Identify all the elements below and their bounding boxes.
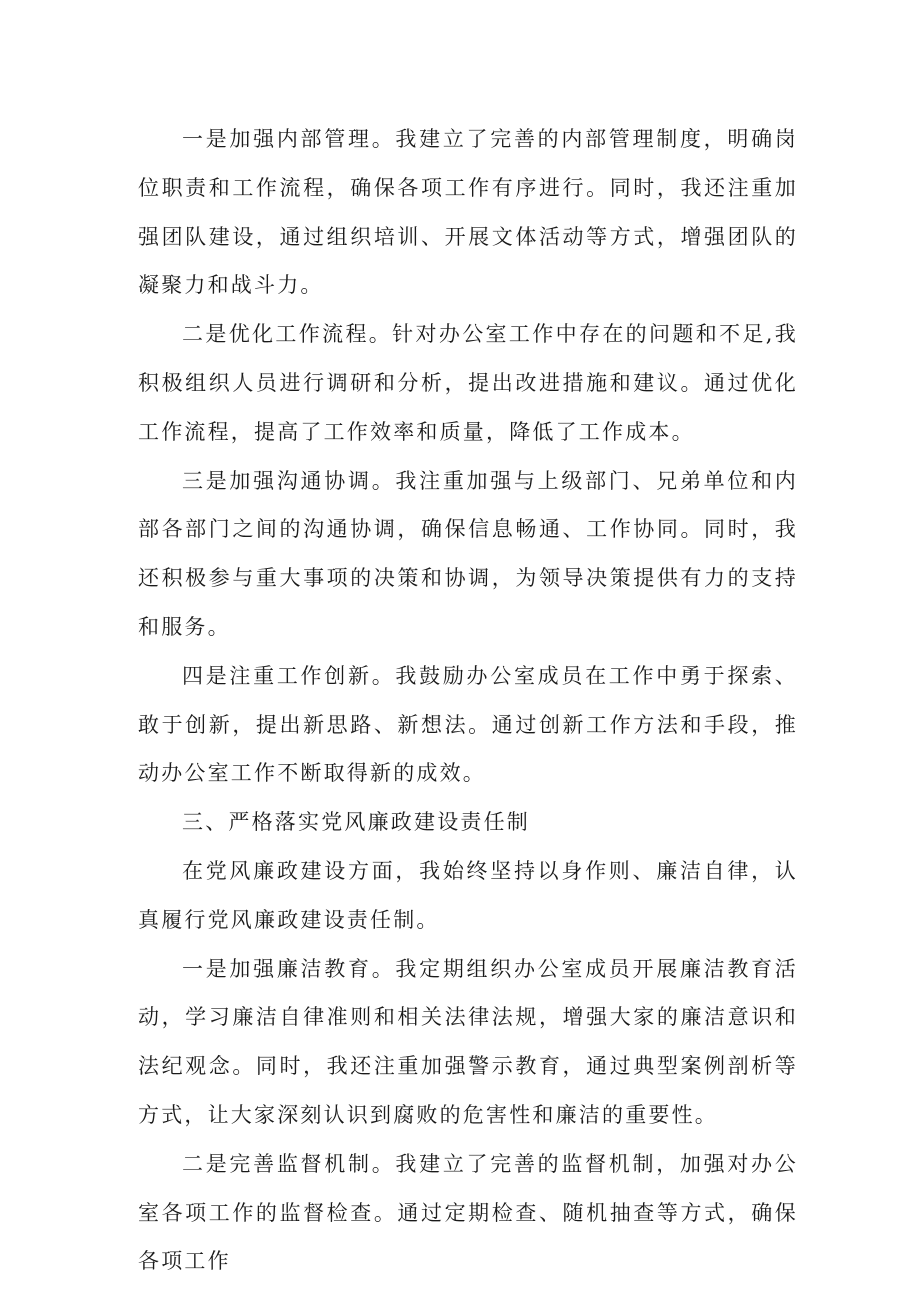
section-heading-integrity-responsibility: 三、严格落实党风廉政建设责任制 [182, 810, 530, 835]
paragraph-supervision-mechanism: 二是完善监督机制。我建立了完善的监督机制，加强对办公室各项工作的监督检查。通过定期检查、随机抽查等方式，确保各项工作 [138, 1151, 798, 1274]
paragraph-work-innovation: 四是注重工作创新。我鼓励办公室成员在工作中勇于探索、敢于创新，提出新思路、新想法。通过创新工作方法和手段，推动办公室工作不断取得新的成效。 [138, 663, 798, 786]
paragraph-integrity-education: 一是加强廉洁教育。我定期组织办公室成员开展廉洁教育活动，学习廉洁自律准则和相关法律法规，增强大家的廉洁意识和法纪观念。同时，我还注重加强警示教育，通过典型案例剖析等方式，让大家深刻认识到腐败的危害性和廉洁的重要性。 [138, 956, 798, 1127]
paragraph-communication-coordination: 三是加强沟通协调。我注重加强与上级部门、兄弟单位和内部各部门之间的沟通协调，确保信息畅通、工作协同。同时，我还积极参与重大事项的决策和协调，为领导决策提供有力的支持和服务。 [138, 468, 798, 639]
paragraph-integrity-overview: 在党风廉政建设方面，我始终坚持以身作则、廉洁自律，认真履行党风廉政建设责任制。 [138, 858, 798, 932]
paragraph-strengthen-internal-management: 一是加强内部管理。我建立了完善的内部管理制度，明确岗位职责和工作流程，确保各项工作有序进行。同时，我还注重加强团队建设，通过组织培训、开展文体活动等方式，增强团队的凝聚力和战斗力。 [138, 127, 798, 298]
document-body [138, 115, 798, 1286]
paragraph-optimize-workflow: 二是优化工作流程。针对办公室工作中存在的问题和不足,我积极组织人员进行调研和分析，提出改进措施和建议。通过优化工作流程，提高了工作效率和质量，降低了工作成本。 [138, 322, 798, 444]
